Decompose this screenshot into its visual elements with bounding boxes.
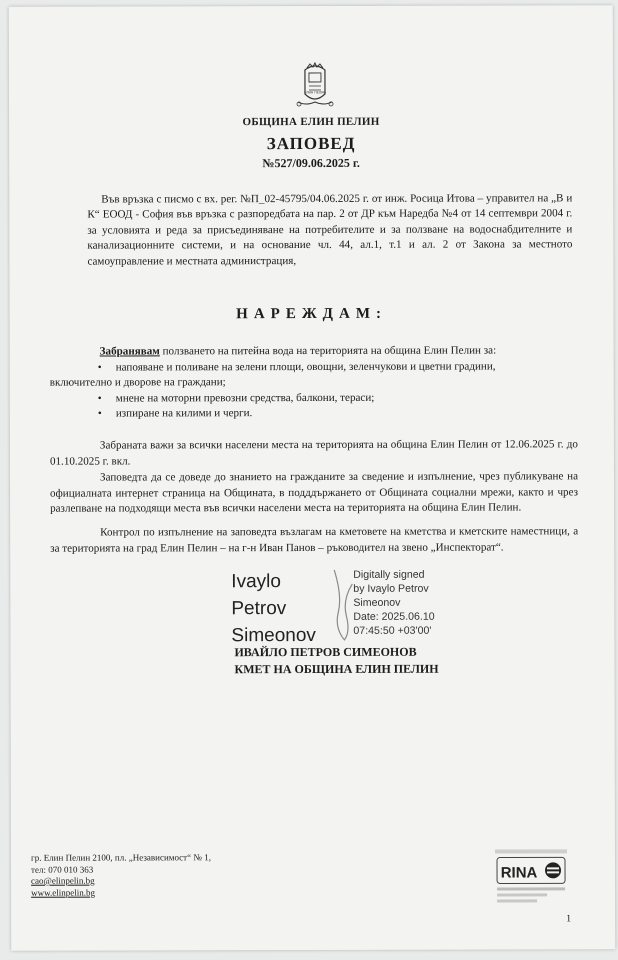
- ban-section: [50, 343, 578, 422]
- document-number: №527/09.06.2025 г.: [262, 155, 360, 171]
- signer-block: [234, 644, 438, 679]
- list-item: [50, 359, 578, 376]
- ban-intro-line: [50, 343, 578, 360]
- list-item-continuation: [50, 374, 578, 391]
- footer-website-link[interactable]: www.elinpelin.bg: [31, 887, 96, 898]
- document-title: ЗАПОВЕД: [266, 133, 356, 154]
- list-item-text: изпиране на килими и черги.: [115, 407, 253, 420]
- signature-detail-line: 07:45:50 +03'00': [353, 624, 432, 637]
- list-item-text: напояване и поливане на зелени площи, овощни, зеленчукови и цветни градини,: [115, 360, 496, 374]
- list-item: [50, 406, 578, 423]
- rina-certification-logo: [491, 847, 571, 911]
- signer-name: ИВАЙЛО ПЕТРОВ СИМЕОНОВ: [234, 644, 417, 660]
- paragraph-control: Контрол по изпълнение на заповедта възлагам на кметовете на кметства и кметските наместници, а за територията на град Елин Пелин – на г-н Иван Панов – ръководител на звено „Инспекторат“.: [50, 525, 579, 555]
- signature-name-line: Simeonov: [231, 624, 316, 647]
- organization-name: ОБЩИНА ЕЛИН ПЕЛИН: [242, 115, 380, 129]
- footer-email-link[interactable]: cao@elinpelin.bg: [31, 875, 95, 886]
- signature-name-line: Petrov: [231, 598, 287, 620]
- footer-phone: тел: 070 010 363: [31, 864, 94, 875]
- footer-contacts: [31, 852, 211, 898]
- digital-signature-details: [353, 568, 434, 638]
- signature-name-line: Ivaylo: [231, 571, 281, 593]
- ban-list: [50, 359, 578, 423]
- page-number: 1: [566, 913, 572, 925]
- cert-logo-text: RINA: [500, 864, 538, 882]
- paragraph-ban-period: Забраната важи за всички населени места на територията на община Елин Пелин от 12.06.2025 г. до 01.10.2025 г. вкл.: [49, 438, 578, 468]
- paragraph-publication: Заповедта да се доведе до знанието на гражданите за сведение и изпълнение, чрез публикуване на официалната интернет страница на Общината, в подддържането от Общината социални мрежи, както и чрез разлепване на подходящи места във всички населени места на територията на община Елин Пелин.: [50, 470, 579, 515]
- crest-text: ЕЛИН ПЕЛИН: [304, 90, 326, 95]
- order-heading: НАРЕЖДАМ:: [236, 305, 387, 323]
- document-page: [9, 5, 615, 951]
- bullet-icon: •: [97, 407, 102, 420]
- list-item-text: включително и дворове на граждани;: [49, 376, 226, 389]
- ban-text: ползването на питейна вода на територията на община Елин Пелин за:: [159, 344, 497, 358]
- intro-paragraph: Във връзка с писмо с вх. рег. №П_02-45795/04.06.2025 г. от инж. Росица Итова – управител на „В и К“ ЕООД - София във връзка с разпоредбата на пар. 2 от ДР към Наредба №4 от 14 септември 2004 г. за условията и реда за присъединяване на потребителите и за ползване на водоснабдителните и канализационните системи, и на основание чл. 44, ал.1, т.1 и ал. 2 от Закона за местното самоуправление и местната администрация,: [87, 192, 573, 268]
- signature-detail-line: Digitally signed: [353, 568, 425, 581]
- signer-title: КМЕТ НА ОБЩИНА ЕЛИН ПЕЛИН: [234, 661, 439, 677]
- signature-detail-line: Date: 2025.06.10: [353, 610, 435, 623]
- ban-keyword: Забранявам: [99, 345, 160, 358]
- signature-detail-line: by Ivaylo Petrov: [353, 582, 429, 595]
- bullet-icon: •: [97, 392, 102, 405]
- municipality-crest-icon: [288, 60, 342, 110]
- digital-signature-name: [231, 568, 316, 649]
- footer-address: гр. Елин Пелин 2100, пл. „Независимост“ № 1,: [30, 852, 211, 863]
- list-item: [50, 390, 578, 407]
- list-item-text: мнене на моторни превозни средства, балкони, тераси;: [115, 391, 375, 405]
- signature-detail-line: Simeonov: [353, 596, 401, 609]
- bullet-icon: •: [97, 361, 102, 374]
